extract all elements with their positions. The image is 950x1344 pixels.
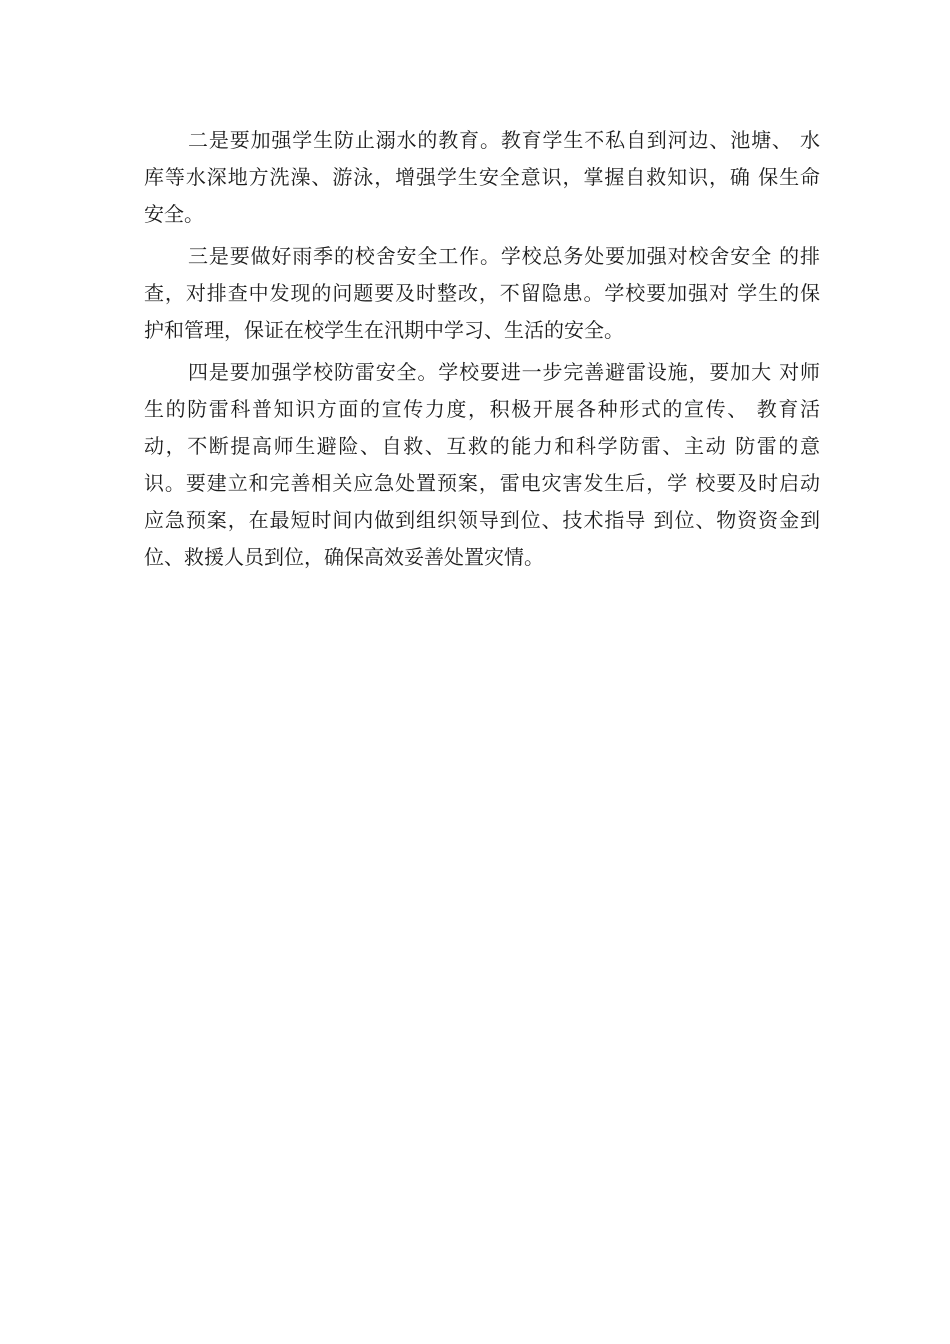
paragraph-line: 动，不断提高师生避险、自救、互救的能力和科学防雷、主动 防雷的意: [144, 434, 820, 458]
document-body: [144, 122, 820, 581]
paragraph-drowning-prevention: [144, 122, 820, 233]
paragraph-line: 库等水深地方洗澡、游泳，增强学生安全意识，掌握自救知识，确 保生命: [144, 165, 820, 189]
paragraph-line: 应急预案，在最短时间内做到组织领导到位、技术指导 到位、物资资金到: [144, 508, 820, 532]
paragraph-rainy-season-safety: [144, 238, 820, 349]
paragraph-line: 位、救援人员到位，确保高效妥善处置灾情。: [144, 545, 544, 569]
paragraph-line: 查，对排查中发现的问题要及时整改，不留隐患。学校要加强对 学生的保: [144, 281, 820, 305]
paragraph-lightning-safety: [144, 354, 820, 576]
paragraph-line: 护和管理，保证在校学生在汛期中学习、生活的安全。: [144, 318, 624, 342]
paragraph-line: 二是要加强学生防止溺水的教育。教育学生不私自到河边、池塘、 水: [188, 128, 820, 152]
paragraph-line: 识。要建立和完善相关应急处置预案，雷电灾害发生后，学 校要及时启动: [144, 471, 820, 495]
paragraph-line: 四是要加强学校防雷安全。学校要进一步完善避雷设施，要加大 对师: [188, 360, 820, 384]
paragraph-line: 安全。: [144, 202, 204, 226]
paragraph-line: 三是要做好雨季的校舍安全工作。学校总务处要加强对校舍安全 的排: [188, 244, 820, 268]
paragraph-line: 生的防雷科普知识方面的宣传力度，积极开展各种形式的宣传、 教育活: [144, 397, 820, 421]
